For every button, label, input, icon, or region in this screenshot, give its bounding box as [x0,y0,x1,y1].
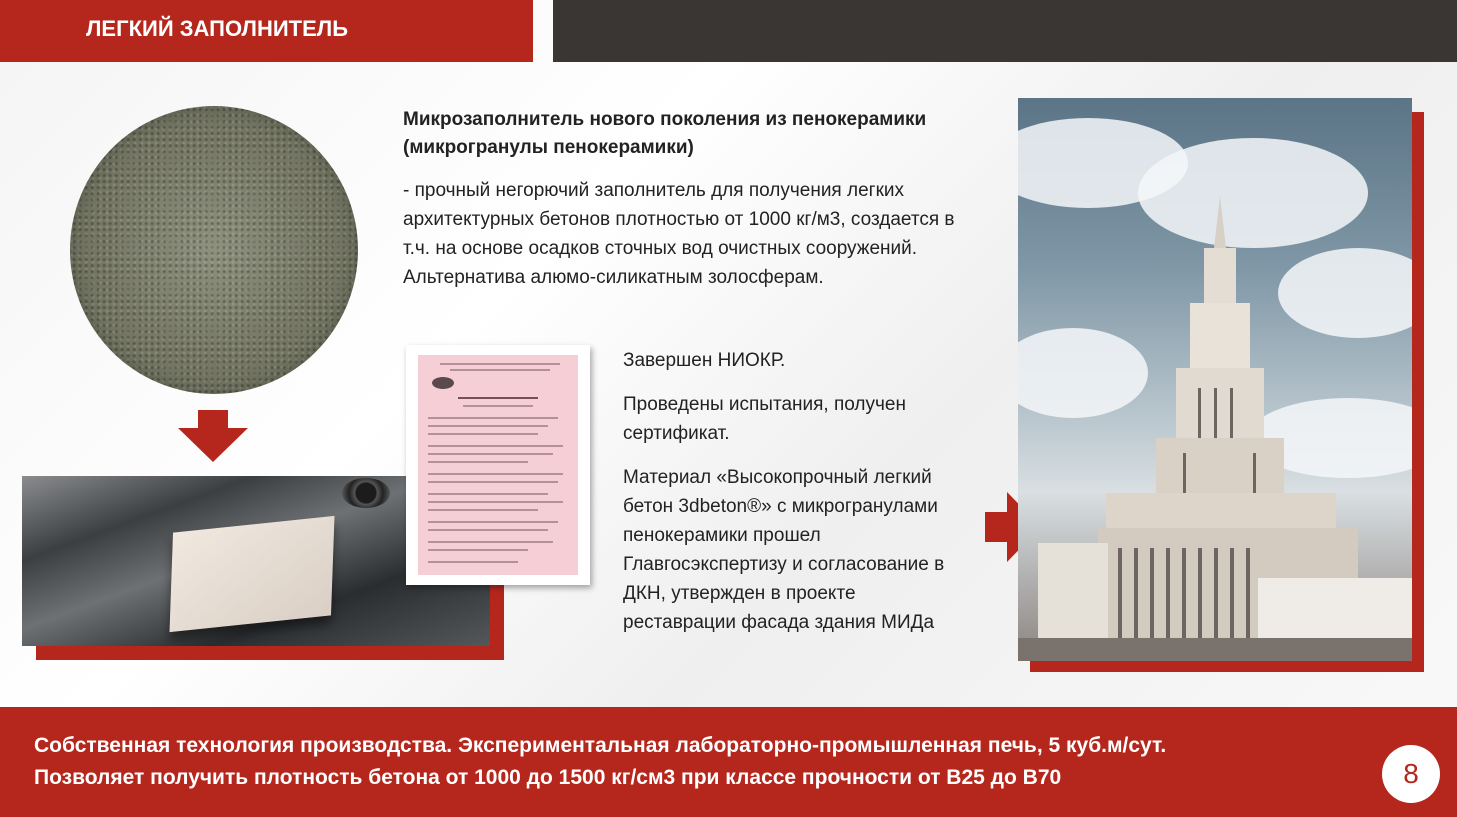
intro-title: Микрозаполнитель нового поколения из пенокерамики (микрогранулы пенокерамики) [403,109,927,158]
intro-text: - прочный негорючий заполнитель для получения легких архитектурных бетонов плотностью от 1000 кг/м3, создается в т.ч. на основе осадков сточных вод очистных сооружений. Альтернатива алюмо-силикатным золосферам. [403,180,955,288]
granules-image [70,106,358,394]
status-line-2: Проведены испытания, получен сертификат. [623,394,906,444]
certificate-sheet [418,355,578,575]
arrow-down-icon [178,410,248,462]
status-line-3: Материал «Высокопрочный легкий бетон 3dbeton®» с микрогранулами пенокерамики прошел Главгосэкспертизу и согласование в ДКН, утвержден в проекте реставрации фасада здания МИДа [623,467,945,633]
mfa-building-photo [1018,98,1412,661]
building-illustration [1018,98,1412,661]
certificate-logo-icon [432,377,454,389]
footer-text [34,730,1374,794]
concrete-slab [170,516,335,632]
drain-icon [342,478,390,508]
footer-line-2: Позволяет получить плотность бетона от 1000 до 1500 кг/см3 при классе прочности от В25 до В70 [34,766,1062,789]
status-line-1: Завершен НИОКР. [623,350,786,371]
status-block [623,346,973,652]
header-dark-bar [553,0,1457,62]
footer-line-1: Собственная технология производства. Экспериментальная лабораторно-промышленная печь, 5 куб.м/сут. [34,734,1167,757]
certificate-image [406,345,590,585]
slide-title: ЛЕГКИЙ ЗАПОЛНИТЕЛЬ [86,16,349,41]
page-number: 8 [1382,745,1440,803]
